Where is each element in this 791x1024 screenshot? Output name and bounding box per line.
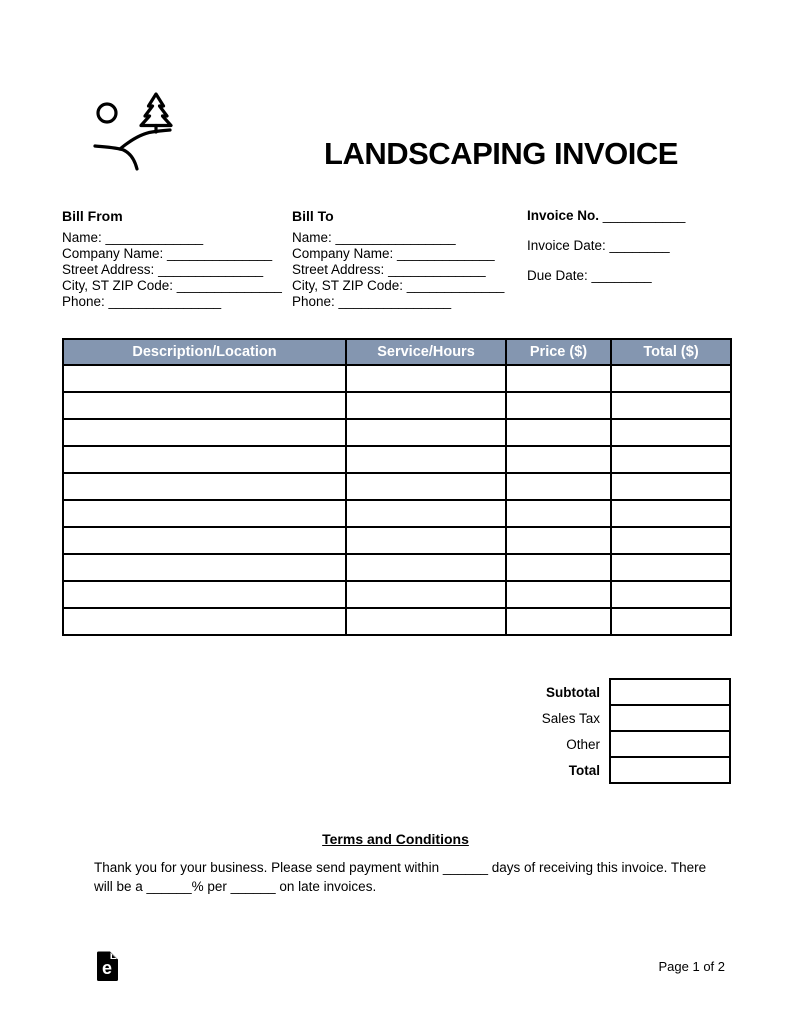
terms-line: will be a ______% per ______ on late invoices. [94, 878, 377, 894]
item-cell[interactable] [346, 527, 506, 554]
column-header-total: Total ($) [611, 339, 731, 365]
item-cell[interactable] [506, 446, 611, 473]
form-field-line [62, 294, 282, 310]
item-cell[interactable] [63, 446, 346, 473]
sun-icon [98, 104, 116, 122]
form-field-line [62, 278, 282, 294]
table-header-row [63, 339, 731, 365]
field-blank[interactable]: _______________ [108, 293, 222, 309]
item-cell[interactable] [346, 581, 506, 608]
form-field-line [62, 230, 282, 246]
item-cell[interactable] [506, 365, 611, 392]
column-header-service-hours: Service/Hours [346, 339, 506, 365]
item-row [63, 500, 731, 527]
item-cell[interactable] [506, 500, 611, 527]
due-date-field [527, 268, 685, 284]
field-blank[interactable]: ______________ [167, 245, 273, 261]
form-field-line [62, 262, 282, 278]
item-cell[interactable] [611, 365, 731, 392]
terms-line: Thank you for your business. Please send payment within ______ days of receiving this invoice. There [94, 860, 707, 875]
column-header-description-location: Description/Location [63, 339, 346, 365]
column-header-price: Price ($) [506, 339, 611, 365]
summary-row [62, 679, 730, 705]
terms-heading: Terms and Conditions [322, 831, 469, 847]
summary-row [62, 705, 730, 731]
summary-label-sales-tax: Sales Tax [541, 710, 600, 726]
item-cell[interactable] [506, 527, 611, 554]
summary-value-other[interactable] [610, 731, 730, 757]
item-cell[interactable] [611, 527, 731, 554]
invoice-number-blank[interactable]: ___________ [599, 208, 686, 223]
form-field-line [292, 230, 504, 246]
item-cell[interactable] [611, 392, 731, 419]
summary-table [62, 678, 731, 784]
item-cell[interactable] [346, 473, 506, 500]
item-cell[interactable] [63, 527, 346, 554]
item-cell[interactable] [506, 392, 611, 419]
field-label: Phone: [292, 293, 339, 309]
item-row [63, 527, 731, 554]
item-row [63, 473, 731, 500]
item-cell[interactable] [346, 365, 506, 392]
item-cell[interactable] [506, 419, 611, 446]
item-cell[interactable] [346, 554, 506, 581]
bill-from-fields [62, 230, 282, 310]
item-cell[interactable] [506, 473, 611, 500]
summary-label-total: Total [568, 762, 600, 778]
field-label: Phone: [62, 293, 109, 309]
summary-row [62, 731, 730, 757]
invoice-meta-section [527, 208, 685, 298]
eforms-logo-icon [95, 951, 119, 982]
line-items-table [62, 338, 732, 636]
invoice-date-field [527, 238, 685, 254]
summary-row [62, 757, 730, 783]
page-number: Page 1 of 2 [658, 959, 725, 974]
item-cell[interactable] [611, 581, 731, 608]
item-cell[interactable] [63, 581, 346, 608]
field-label: Company Name: [62, 245, 168, 261]
invoice-date-label: Invoice Date: [527, 237, 606, 253]
item-cell[interactable] [63, 608, 346, 635]
item-cell[interactable] [611, 419, 731, 446]
item-row [63, 581, 731, 608]
item-cell[interactable] [611, 446, 731, 473]
invoice-number-label: Invoice No. [527, 208, 600, 223]
field-label: City, ST ZIP Code: [62, 277, 177, 293]
item-cell[interactable] [63, 500, 346, 527]
field-blank[interactable]: ________________ [335, 230, 456, 245]
item-cell[interactable] [63, 554, 346, 581]
item-cell[interactable] [611, 554, 731, 581]
landscaping-logo-icon [90, 86, 178, 174]
field-label: Company Name: [292, 245, 398, 261]
item-cell[interactable] [63, 365, 346, 392]
item-cell[interactable] [346, 446, 506, 473]
item-row [63, 608, 731, 635]
item-cell[interactable] [63, 419, 346, 446]
item-row [63, 365, 731, 392]
field-label: Name: [292, 230, 336, 245]
bill-to-section [292, 208, 504, 310]
bill-to-heading: Bill To [292, 208, 334, 224]
due-date-label: Due Date: [527, 267, 588, 283]
bill-from-section [62, 208, 282, 310]
terms-paragraph [94, 859, 706, 896]
field-blank[interactable]: _______________ [338, 293, 452, 309]
summary-value-subtotal[interactable] [610, 679, 730, 705]
form-field-line [292, 294, 504, 310]
item-cell[interactable] [346, 500, 506, 527]
field-label: City, ST ZIP Code: [292, 277, 407, 293]
summary-label-subtotal: Subtotal [546, 684, 600, 700]
item-cell[interactable] [63, 392, 346, 419]
invoice-number-field [527, 208, 685, 224]
item-cell[interactable] [346, 392, 506, 419]
item-cell[interactable] [611, 500, 731, 527]
bill-to-fields [292, 230, 504, 310]
field-label: Street Address: [62, 261, 159, 277]
field-blank[interactable]: _____________ [105, 230, 204, 245]
form-field-line [292, 246, 504, 262]
item-row [63, 419, 731, 446]
summary-value-total[interactable] [610, 757, 730, 783]
form-field-line [62, 246, 282, 262]
item-cell[interactable] [611, 473, 731, 500]
field-blank[interactable]: _____________ [397, 245, 495, 261]
bill-from-heading: Bill From [62, 208, 123, 224]
field-blank[interactable]: _____________ [406, 277, 505, 293]
summary-label-other: Other [566, 736, 600, 752]
invoice-date-blank[interactable]: ________ [605, 237, 670, 253]
item-cell[interactable] [506, 581, 611, 608]
summary-value-sales-tax[interactable] [610, 705, 730, 731]
item-row [63, 446, 731, 473]
due-date-blank[interactable]: ________ [587, 267, 652, 283]
pine-tree-icon [141, 94, 171, 126]
field-label: Street Address: [292, 261, 389, 277]
form-field-line [292, 278, 504, 294]
page-title: LANDSCAPING INVOICE [324, 136, 678, 171]
item-cell[interactable] [63, 473, 346, 500]
field-blank[interactable]: _____________ [388, 261, 486, 277]
item-row [63, 392, 731, 419]
item-cell[interactable] [611, 608, 731, 635]
item-row [63, 554, 731, 581]
field-label: Name: [62, 230, 106, 245]
svg-text:e: e [101, 958, 113, 978]
field-blank[interactable]: ______________ [158, 261, 264, 277]
item-cell[interactable] [346, 608, 506, 635]
item-cell[interactable] [346, 419, 506, 446]
form-field-line [292, 262, 504, 278]
item-cell[interactable] [506, 554, 611, 581]
item-cell[interactable] [506, 608, 611, 635]
field-blank[interactable]: ______________ [176, 277, 282, 293]
